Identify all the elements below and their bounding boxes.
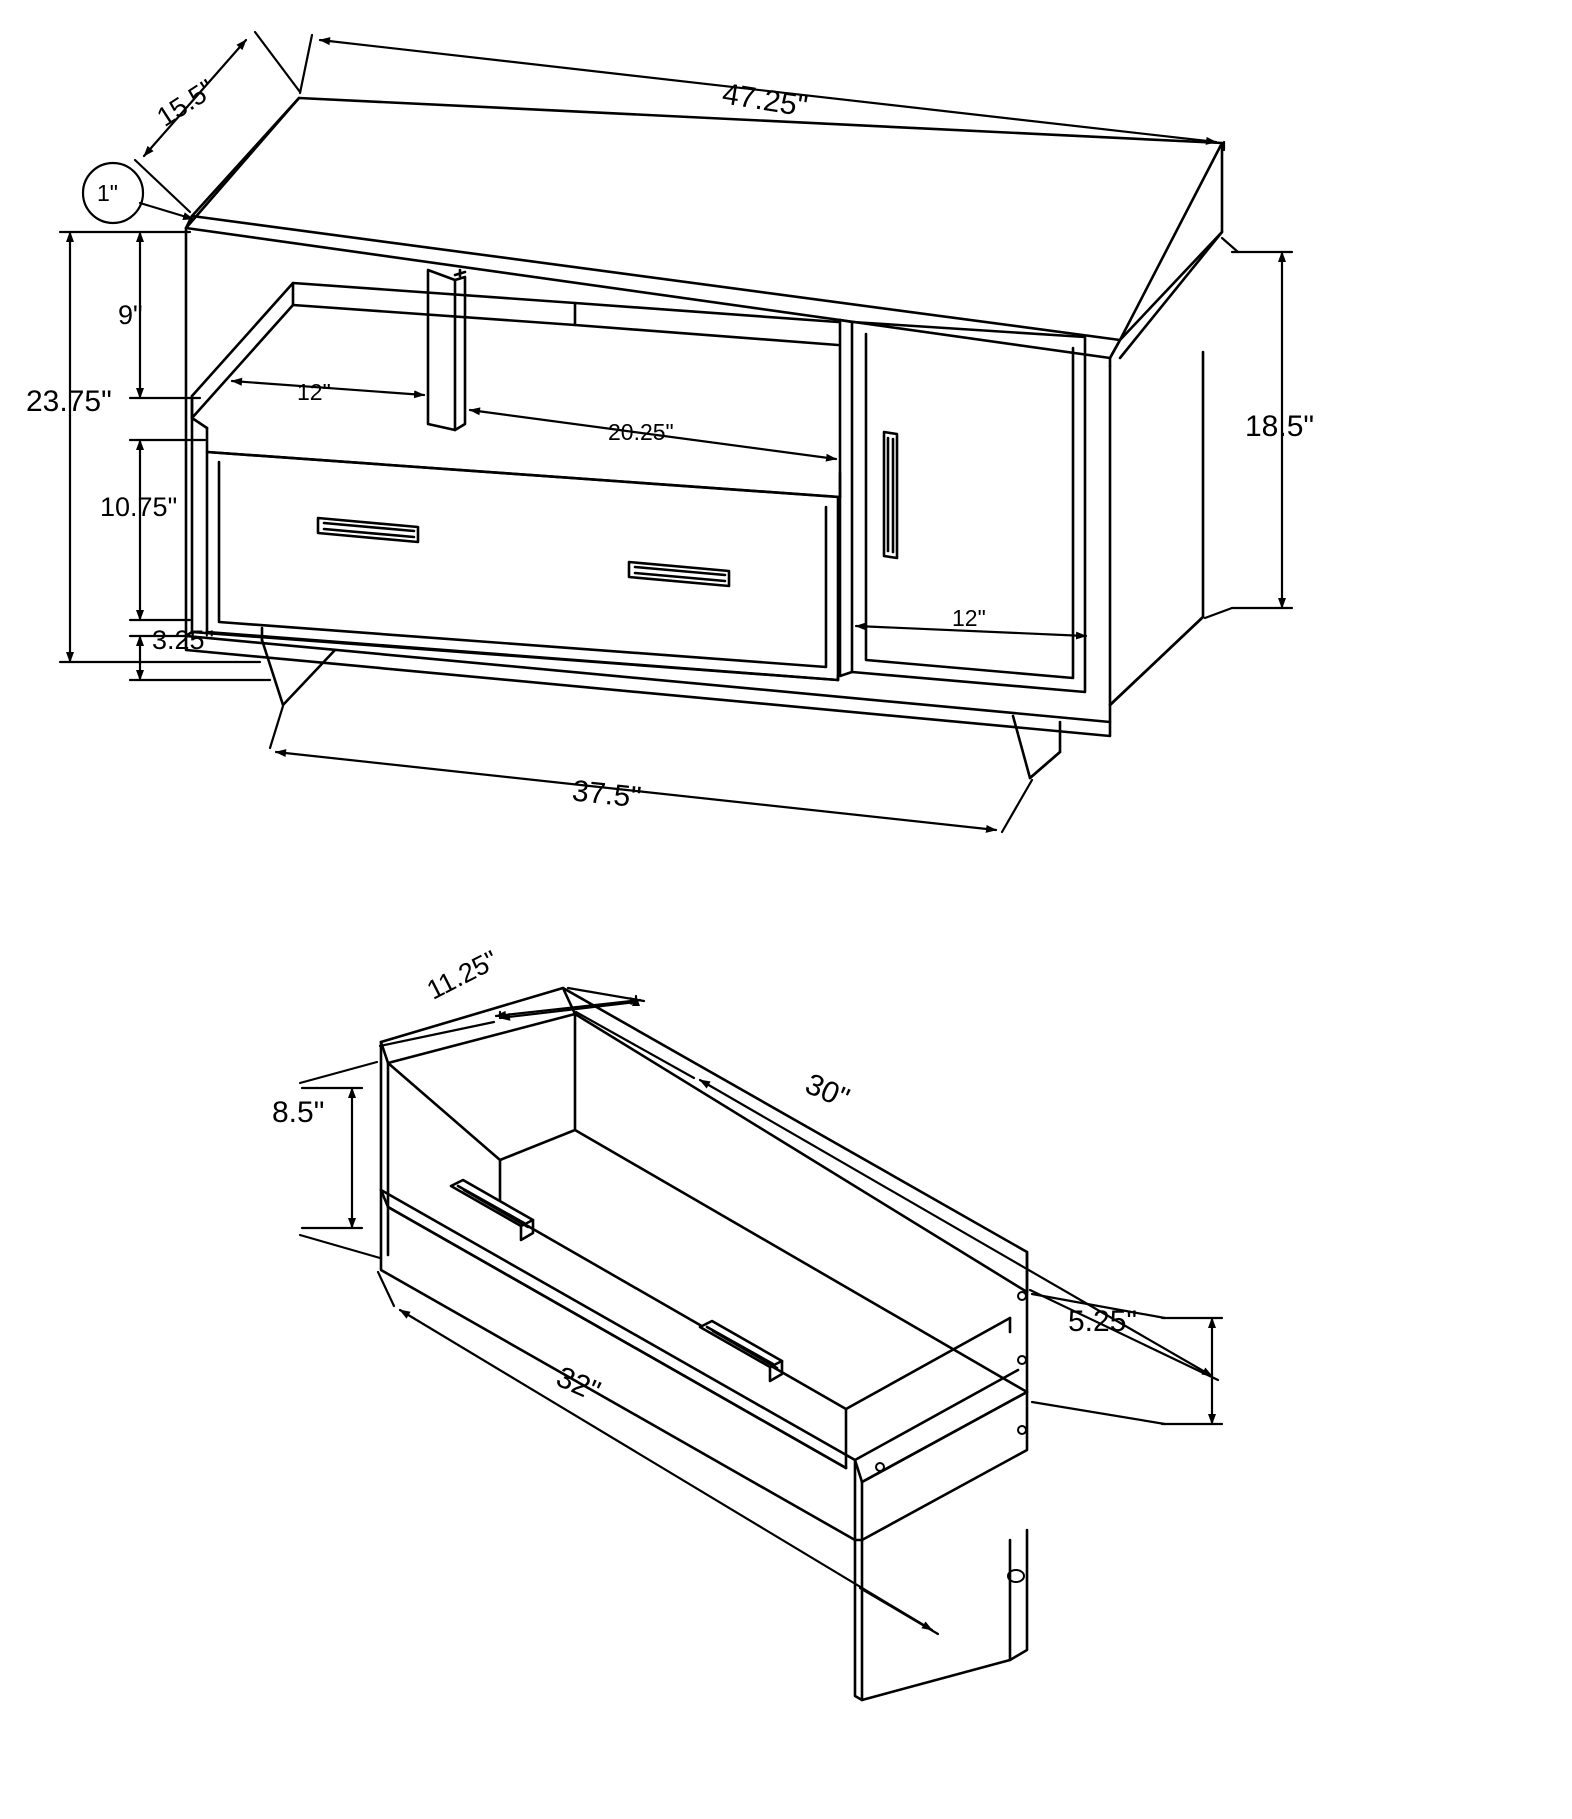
dimension-label-drawer-side-height: 5.25": [1068, 1305, 1138, 1338]
dimension-label-cabinet-height-right: 18.5": [1245, 410, 1315, 443]
drawer-detail: [381, 988, 1027, 1700]
dimension-label-total-height: 23.75": [26, 385, 112, 418]
dimension-lines-main: [60, 32, 1292, 832]
drawer-handle-left: [318, 518, 418, 542]
dimension-label-center-shelf-width: 20.25": [608, 419, 674, 445]
base-strip: [186, 636, 1110, 736]
dimension-label-depth-top: 15.5": [151, 73, 221, 133]
cabinet-body-outline: [186, 228, 1110, 722]
dimension-label-drawer-front-length: 32": [551, 1360, 606, 1409]
dimension-label-drawer-depth: 11.25": [422, 944, 503, 1006]
dimension-label-drawer-front-height: 8.5": [272, 1096, 325, 1129]
dimension-label-drawer-section-height: 10.75": [100, 492, 178, 522]
drawer-detail-handle-lower: [700, 1321, 782, 1381]
dimension-label-base-width: 37.5": [570, 774, 643, 815]
dimension-label-open-shelf-height: 9": [118, 300, 143, 330]
drawer-detail-handle-upper: [451, 1180, 533, 1240]
right-side-panel: [1110, 352, 1203, 705]
top-panel: [186, 98, 1222, 366]
dimension-label-left-shelf-width: 12": [297, 379, 331, 405]
dimension-label-drawer-inner-length: 30": [800, 1067, 855, 1116]
drawer-handle-right: [629, 562, 729, 586]
open-shelf: [192, 270, 838, 418]
dimension-label-door-width: 12": [952, 605, 986, 631]
cabinet-door: [840, 320, 1085, 692]
dimension-label-thickness-callout: 1": [97, 180, 118, 206]
door-handle: [884, 432, 897, 558]
dimension-label-leg-height: 3.25": [152, 625, 215, 655]
dimension-label-width-top: 47.25": [720, 77, 810, 124]
leg-right: [1013, 716, 1060, 778]
